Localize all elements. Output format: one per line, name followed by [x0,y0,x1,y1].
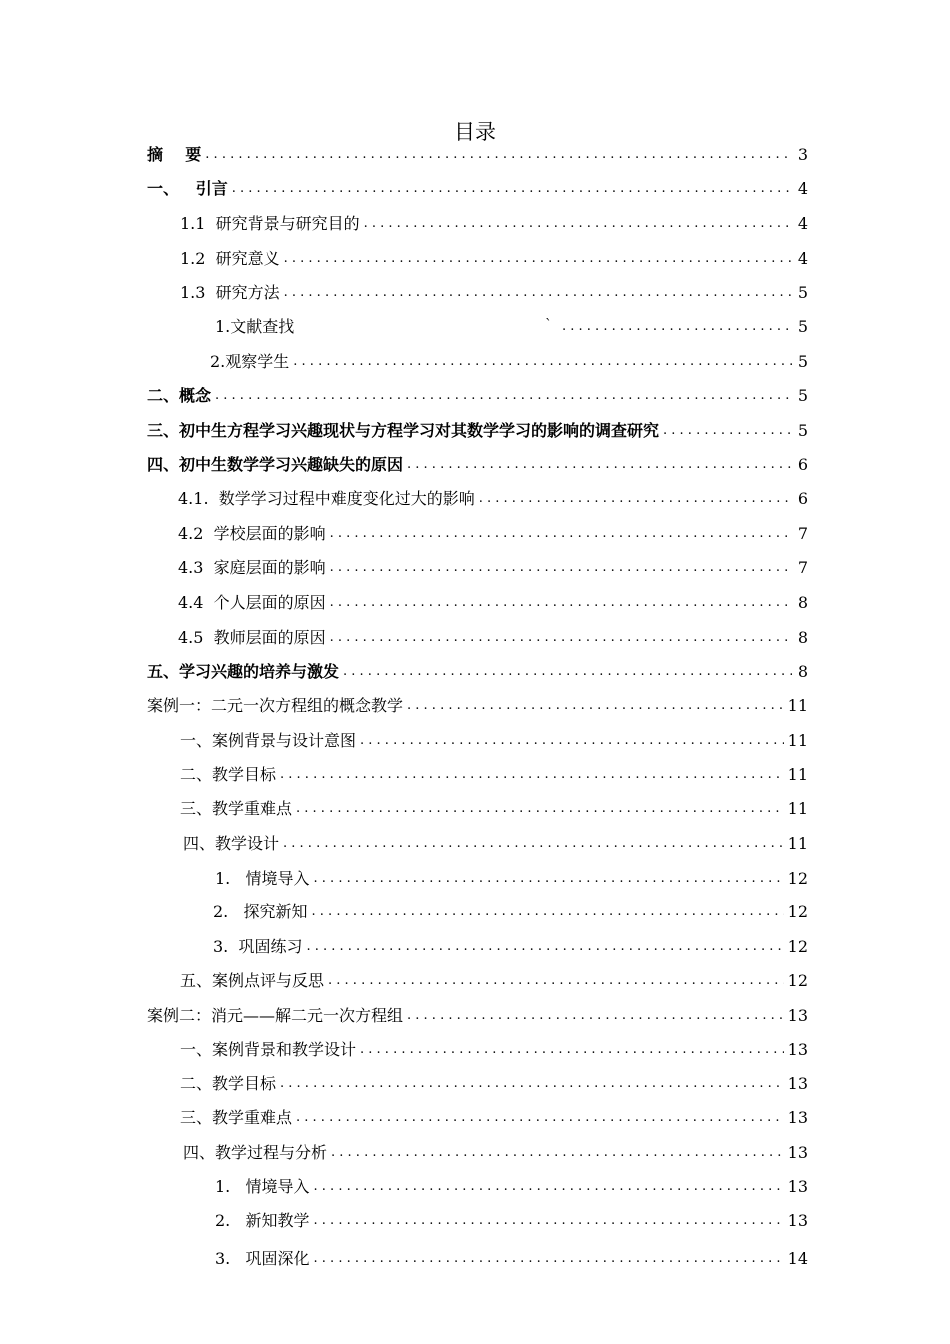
dot-leader [312,900,784,922]
dot-leader [330,591,792,613]
toc-page-number: 5 [797,283,808,302]
toc-page-number: 12 [787,902,808,921]
dot-leader [296,1106,784,1128]
toc-entry-label: 1. 情境导入 [215,1177,310,1196]
toc-entry-label: 4.5 教师层面的原因 [178,628,326,647]
dot-leader [330,522,792,544]
toc-entry-label: 一、 引言 [147,179,228,198]
dot-leader [479,487,792,509]
toc-entry-label: 四、教学设计 [183,834,280,853]
toc-entry-label: 2. 新知教学 [215,1211,310,1230]
toc-page-number: 5 [797,386,808,405]
dot-leader [328,969,784,991]
toc-entry-label: 1.1 研究背景与研究目的 [180,214,360,233]
toc-page-number: 13 [787,1006,808,1025]
toc-entry[interactable] [147,384,808,406]
toc-entry[interactable] [178,626,808,648]
toc-entry[interactable] [180,763,808,785]
dot-leader [330,556,792,578]
dot-leader [343,660,792,682]
toc-entry-label: 1. 情境导入 [215,869,310,888]
toc-entry-label: 五、案例点评与反思 [180,971,325,990]
toc-entry-label: 三、初中生方程学习兴趣现状与方程学习对其数学学习的影响的调查研究 [147,421,660,440]
toc-page-number: 7 [797,558,808,577]
toc-entry[interactable] [147,143,808,165]
toc-page-number: 13 [787,1143,808,1162]
toc-entry[interactable] [147,660,808,682]
toc-entry-label: 二、教学目标 [180,765,277,784]
toc-entry[interactable] [178,556,808,578]
toc-page-number: 4 [797,214,808,233]
toc-page-number: 11 [787,799,808,818]
dot-leader [407,1004,784,1026]
toc-entry[interactable] [147,419,808,441]
toc-entry[interactable] [183,832,808,854]
toc-page-number: 6 [797,489,808,508]
toc-entry[interactable] [180,729,808,751]
dot-leader [215,384,792,406]
toc-entry[interactable] [180,1072,808,1094]
toc-entry[interactable] [215,867,808,889]
toc-page-number: 13 [787,1074,808,1093]
toc-entry-label: 二、教学目标 [180,1074,277,1093]
dot-leader [280,1072,784,1094]
dot-leader [314,1175,784,1197]
toc-page-number: 12 [787,869,808,888]
toc-entry-label: 五、学习兴趣的培养与激发 [147,662,340,681]
toc-entry-label: 1.2 研究意义 [180,249,280,268]
toc-page-number: 13 [787,1177,808,1196]
toc-entry-label: 1.3 研究方法 [180,283,280,302]
toc-page-number: 5 [797,317,808,336]
toc-page-number: 14 [787,1249,808,1268]
dot-leader [284,281,792,303]
toc-entry[interactable] [213,935,808,957]
dot-leader [331,1141,784,1163]
toc-entry[interactable] [147,453,808,475]
toc-page-number: 6 [797,455,808,474]
toc-entry-label: 一、案例背景和教学设计 [180,1040,357,1059]
toc-entry[interactable] [180,969,808,991]
dot-leader [407,694,784,716]
toc-entry-label: 4.2 学校层面的影响 [178,524,326,543]
toc-entry[interactable] [183,1141,808,1163]
toc-page-number: 13 [787,1108,808,1127]
stray-mark: ` [545,317,552,333]
toc-entry[interactable] [180,212,808,234]
dot-leader [663,419,792,441]
toc-entry-label: 4.1. 数学学习过程中难度变化过大的影响 [178,489,475,508]
toc-page-number: 5 [797,421,808,440]
toc-entry[interactable] [180,281,808,303]
toc-entry-label: 案例二：消元——解二元一次方程组 [147,1006,404,1025]
toc-entry[interactable] [213,900,808,922]
toc-entry-label: 三、教学重难点 [180,799,293,818]
page-title: 目录 [454,120,496,144]
dot-leader [562,315,792,337]
toc-entry[interactable] [215,1175,808,1197]
toc-page-number: 4 [797,249,808,268]
toc-entry[interactable] [180,1106,808,1128]
dot-leader [296,797,784,819]
dot-leader [280,763,784,785]
toc-entry-label: 三、教学重难点 [180,1108,293,1127]
dot-leader [284,247,792,269]
dot-leader [232,177,792,199]
toc-entry-label: 1.文献查找 [215,317,295,336]
toc-page-number: 8 [797,593,808,612]
toc-entry-label: 3. 巩固练习 [213,937,303,956]
toc-entry-label: 四、初中生数学学习兴趣缺失的原因 [147,455,404,474]
toc-entry[interactable] [147,694,808,716]
toc-entry-label: 2.观察学生 [210,352,290,371]
toc-entry[interactable] [147,1004,808,1026]
toc-entry-label: 摘 要 [147,145,202,164]
toc-entry-label: 四、教学过程与分析 [183,1143,328,1162]
toc-page-number: 11 [787,765,808,784]
toc-page-number: 4 [797,179,808,198]
toc-page-number: 3 [797,145,808,164]
toc-page-number: 5 [797,352,808,371]
toc-entry-label: 2. 探究新知 [213,902,308,921]
toc-entry[interactable] [215,1247,808,1269]
toc-entry[interactable] [147,177,808,199]
toc-entry-label: 4.3 家庭层面的影响 [178,558,326,577]
dot-leader [283,832,784,854]
toc-entry[interactable] [215,1209,808,1231]
toc-page-number: 11 [787,731,808,750]
dot-leader [205,143,792,165]
dot-leader [306,935,783,957]
dot-leader [330,626,792,648]
dot-leader [360,1038,784,1060]
toc-page-number: 11 [787,834,808,853]
dot-leader [293,350,792,372]
toc-entry-label: 一、案例背景与设计意图 [180,731,357,750]
toc-entry[interactable] [178,487,808,509]
dot-leader [314,1247,784,1269]
dot-leader [364,212,792,234]
toc-entry-label: 3. 巩固深化 [215,1249,310,1268]
toc-page-number: 13 [787,1211,808,1230]
toc-entry[interactable] [178,591,808,613]
toc-entry[interactable] [215,315,808,337]
toc-entry-label: 二、概念 [147,386,212,405]
toc-page-number: 12 [787,971,808,990]
toc-entry[interactable] [178,522,808,544]
toc-page-number: 13 [787,1040,808,1059]
dot-leader [407,453,792,475]
toc-page-number: 8 [797,662,808,681]
toc-entry[interactable] [210,350,808,372]
toc-entry-label: 案例一：二元一次方程组的概念教学 [147,696,404,715]
dot-leader [314,867,784,889]
dot-leader [360,729,784,751]
toc-page-number: 12 [787,937,808,956]
toc-entry-label: 4.4 个人层面的原因 [178,593,326,612]
toc-page-number: 8 [797,628,808,647]
dot-leader [314,1209,784,1231]
toc-page-number: 7 [797,524,808,543]
toc-entry[interactable] [180,797,808,819]
toc-entry[interactable] [180,247,808,269]
toc-page-number: 11 [787,696,808,715]
toc-entry[interactable] [180,1038,808,1060]
